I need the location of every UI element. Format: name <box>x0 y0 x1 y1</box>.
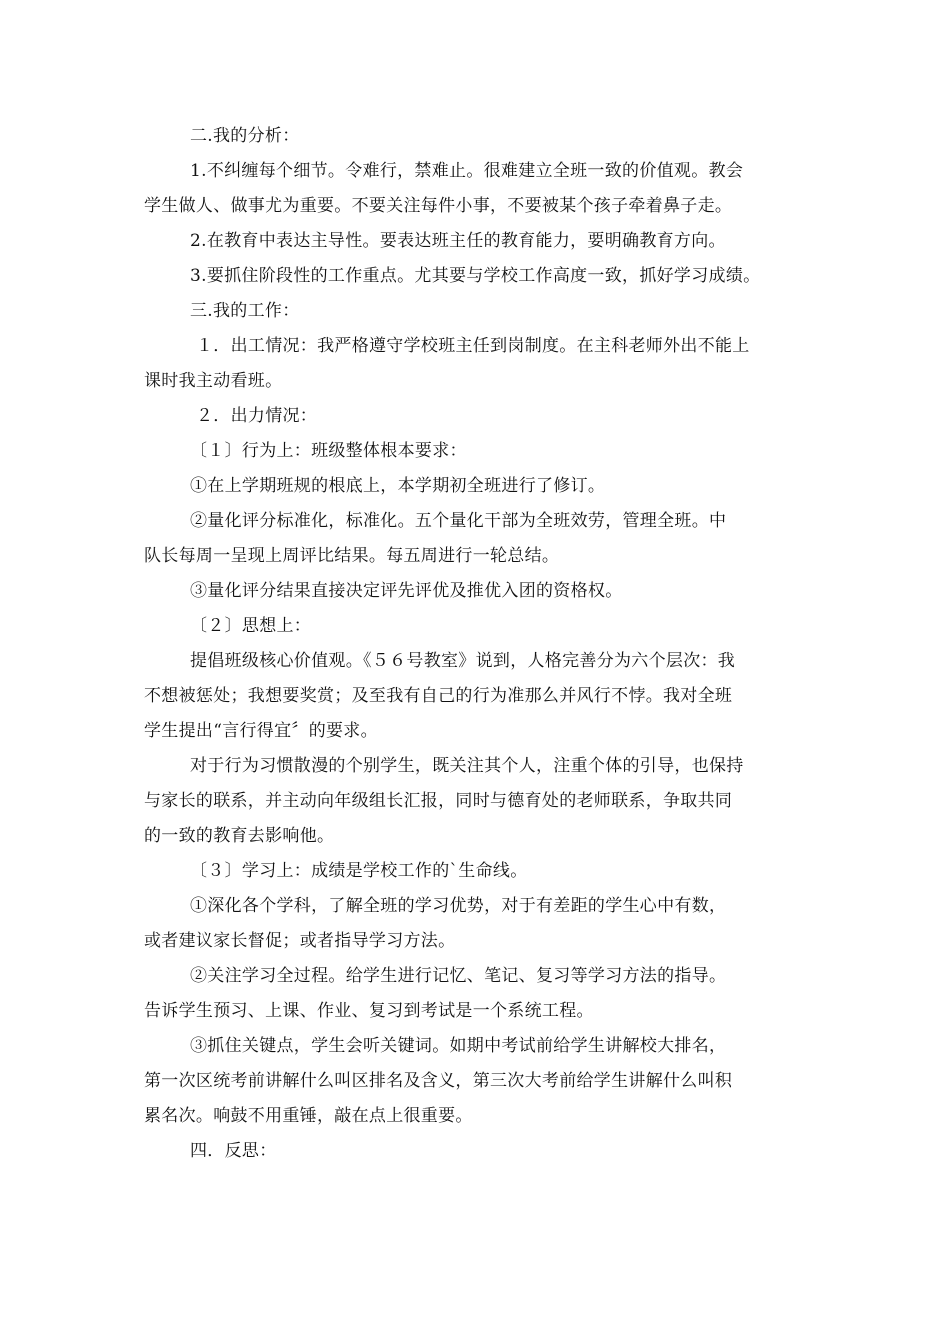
paragraph-line: 2.在教育中表达主导性。要表达班主任的教育能力，要明确教育方向。 <box>190 231 726 251</box>
paragraph-line: 或者建议家长督促；或者指导学习方法。 <box>144 931 456 951</box>
paragraph-line: ２．出力情况： <box>196 406 318 426</box>
paragraph-line: 不想被惩处；我想要奖赏；及至我有自己的行为准那么并风行不悖。我对全班 <box>144 686 733 706</box>
paragraph-line: 学生提出“言行得宜〞的要求。 <box>144 721 378 741</box>
paragraph-line: 1.不纠缠每个细节。令难行，禁难止。很难建立全班一致的价值观。教会 <box>190 161 744 181</box>
paragraph-line: 第一次区统考前讲解什么叫区排名及含义，第三次大考前给学生讲解什么叫积 <box>144 1071 733 1091</box>
paragraph-line: 〔２〕思想上： <box>190 616 312 636</box>
paragraph-line: 〔３〕学习上：成绩是学校工作的`生命线。 <box>190 861 528 881</box>
paragraph-line: 与家长的联系，并主动向年级组长汇报，同时与德育处的老师联系，争取共同 <box>144 791 733 811</box>
paragraph-line: ①在上学期班规的根底上，本学期初全班进行了修订。 <box>190 476 606 496</box>
paragraph-line: ②量化评分标准化，标准化。五个量化干部为全班效劳，管理全班。中 <box>190 511 727 531</box>
paragraph-line: １．出工情况：我严格遵守学校班主任到岗制度。在主科老师外出不能上 <box>196 336 750 356</box>
section-heading-analysis: 二.我的分析： <box>190 126 300 146</box>
paragraph-line: ③抓住关键点，学生会听关键词。如期中考试前给学生讲解校大排名， <box>190 1036 727 1056</box>
paragraph-line: 告诉学生预习、上课、作业、复习到考试是一个系统工程。 <box>144 1001 594 1021</box>
paragraph-line: ②关注学习全过程。给学生进行记忆、笔记、复习等学习方法的指导。 <box>190 966 727 986</box>
paragraph-line: 对于行为习惯散漫的个别学生，既关注其个人，注重个体的引导，也保持 <box>190 756 744 776</box>
paragraph-line: 的一致的教育去影响他。 <box>144 826 335 846</box>
paragraph-line: 3.要抓住阶段性的工作重点。尤其要与学校工作高度一致，抓好学习成绩。 <box>190 266 761 286</box>
paragraph-line: 提倡班级核心价值观。《５６号教室》说到，人格完善分为六个层次：我 <box>190 651 736 671</box>
paragraph-line: 〔１〕行为上：班级整体根本要求： <box>190 441 467 461</box>
paragraph-line: 课时我主动看班。 <box>144 371 283 391</box>
paragraph-line: ①深化各个学科，了解全班的学习优势，对于有差距的学生心中有数， <box>190 896 727 916</box>
paragraph-line: 学生做人、做事尤为重要。不要关注每件小事，不要被某个孩子牵着鼻子走。 <box>144 196 733 216</box>
paragraph-line: ③量化评分结果直接决定评先评优及推优入团的资格权。 <box>190 581 623 601</box>
paragraph-line: 累名次。响鼓不用重锤，敲在点上很重要。 <box>144 1106 473 1126</box>
section-heading-reflection: 四．反思： <box>190 1141 277 1161</box>
section-heading-work: 三.我的工作： <box>190 301 300 321</box>
paragraph-line: 队长每周一呈现上周评比结果。每五周进行一轮总结。 <box>144 546 560 566</box>
